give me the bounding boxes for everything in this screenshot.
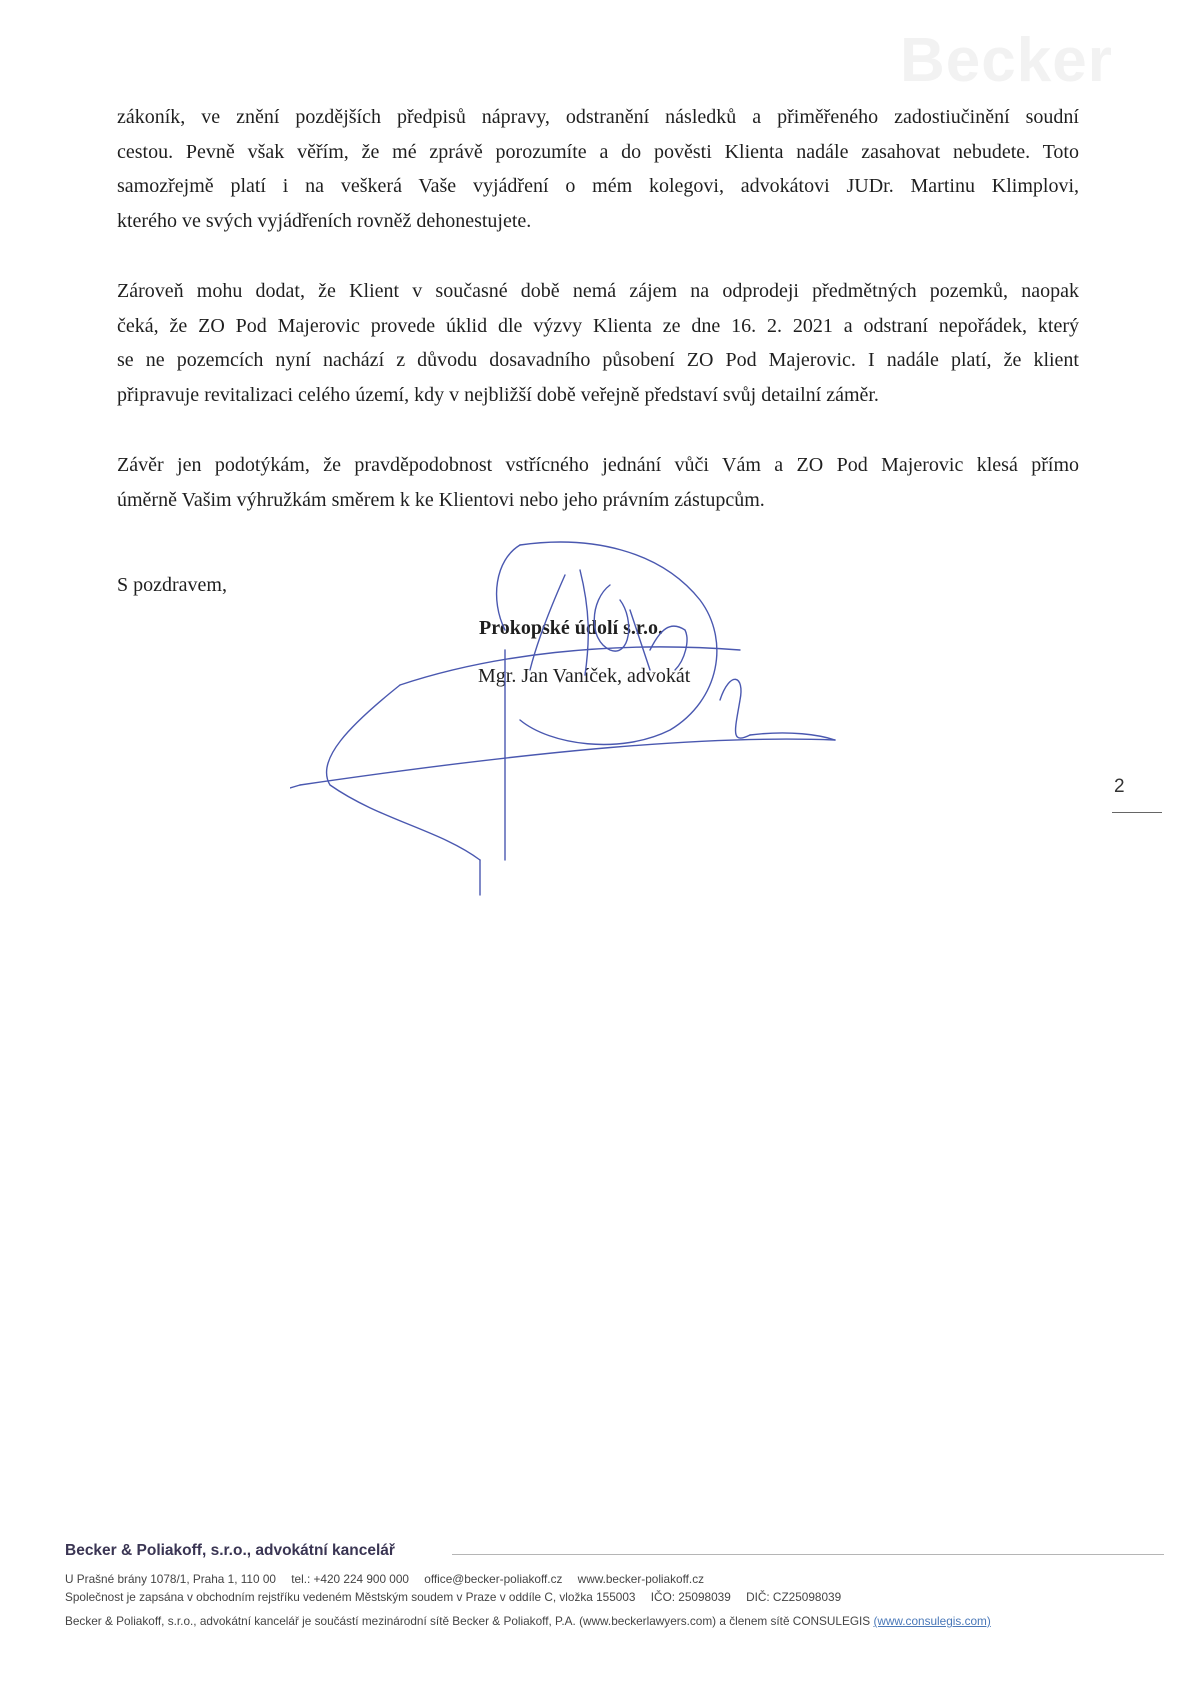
footer-network-link: (www.consulegis.com) [873,1614,991,1628]
text-line: samozřejmě platí i na veškerá Vaše vyjádření o mém kolegovi, advokátovi JUDr. Martinu Klimplovi, [117,175,1079,197]
text-line: čeká, že ZO Pod Majerovic provede úklid dle výzvy Klienta ze dne 16. 2. 2021 a odstraní nepořádek, který [117,314,1079,337]
page-number: 2 [1114,776,1125,797]
footer-address: U Prašné brány 1078/1, Praha 1, 110 00 [65,1572,276,1586]
footer-firm-name: Becker & Poliakoff, s.r.o., advokátní kancelář [65,1542,395,1559]
text-line: kterého ve svých vyjádřeních rovněž dehonestujete. [117,209,532,232]
footer-dic: DIČ: CZ25098039 [746,1590,842,1604]
closing-greeting: S pozdravem, [117,574,227,596]
text-line: připravuje revitalizaci celého území, kdy v nejbližší době veřejně představí svůj detailní záměr. [117,383,879,406]
footer-registration-line [65,1590,853,1604]
footer-web: www.becker-poliakoff.cz [577,1572,704,1586]
letter-body [117,100,1079,553]
footer-network: Becker & Poliakoff, s.r.o., advokátní kancelář je součástí mezinárodní sítě Becker & Poliakoff, P.A. (www.beckerlawyers.com) a členem sítě CONSULEGIS [65,1614,871,1628]
paragraph-3 [117,448,1079,517]
handwritten-signature [290,530,850,900]
text-line: se ne pozemcích nyní nachází z důvodu dosavadního působení ZO Pod Majerovic. I nadále platí, že klient [117,349,1079,371]
text-line: Zároveň mohu dodat, že Klient v současné době nemá zájem na odprodeji předmětných pozemků, naopak [117,280,1079,302]
footer-divider [452,1554,1164,1555]
footer-registration: Společnost je zapsána v obchodním rejstříku vedeném Městským soudem v Praze v oddíle C, vložka 155003 [65,1590,636,1604]
text-line: úměrně Vašim výhružkám směrem k ke Klientovi nebo jeho právním zástupcům. [117,488,765,511]
text-line: zákoník, ve znění pozdějších předpisů nápravy, odstranění následků a přiměřeného zadostiučinění soudní [117,106,1079,128]
footer-phone: tel.: +420 224 900 000 [291,1572,409,1586]
paragraph-1 [117,100,1079,238]
footer-email: office@becker-poliakoff.cz [424,1572,563,1586]
text-line: cestou. Pevně však věřím, že mé zprávě porozumíte a do pověsti Klienta nadále zasahovat nebudete. Toto [117,140,1079,163]
bleed-through-logo: Becker [900,26,1113,95]
footer-contact-line [65,1572,716,1586]
text-line: Závěr jen podotýkám, že pravděpodobnost vstřícného jednání vůči Vám a ZO Pod Majerovic klesá přímo [117,454,1079,476]
page-number-rule [1112,812,1162,813]
paragraph-2 [117,274,1079,412]
signatory-person: Mgr. Jan Vaníček, advokát [478,665,691,687]
signatory-company: Prokopské údolí s.r.o. [479,617,663,639]
footer-network-line [65,1614,991,1628]
footer-ico: IČO: 25098039 [650,1590,731,1604]
